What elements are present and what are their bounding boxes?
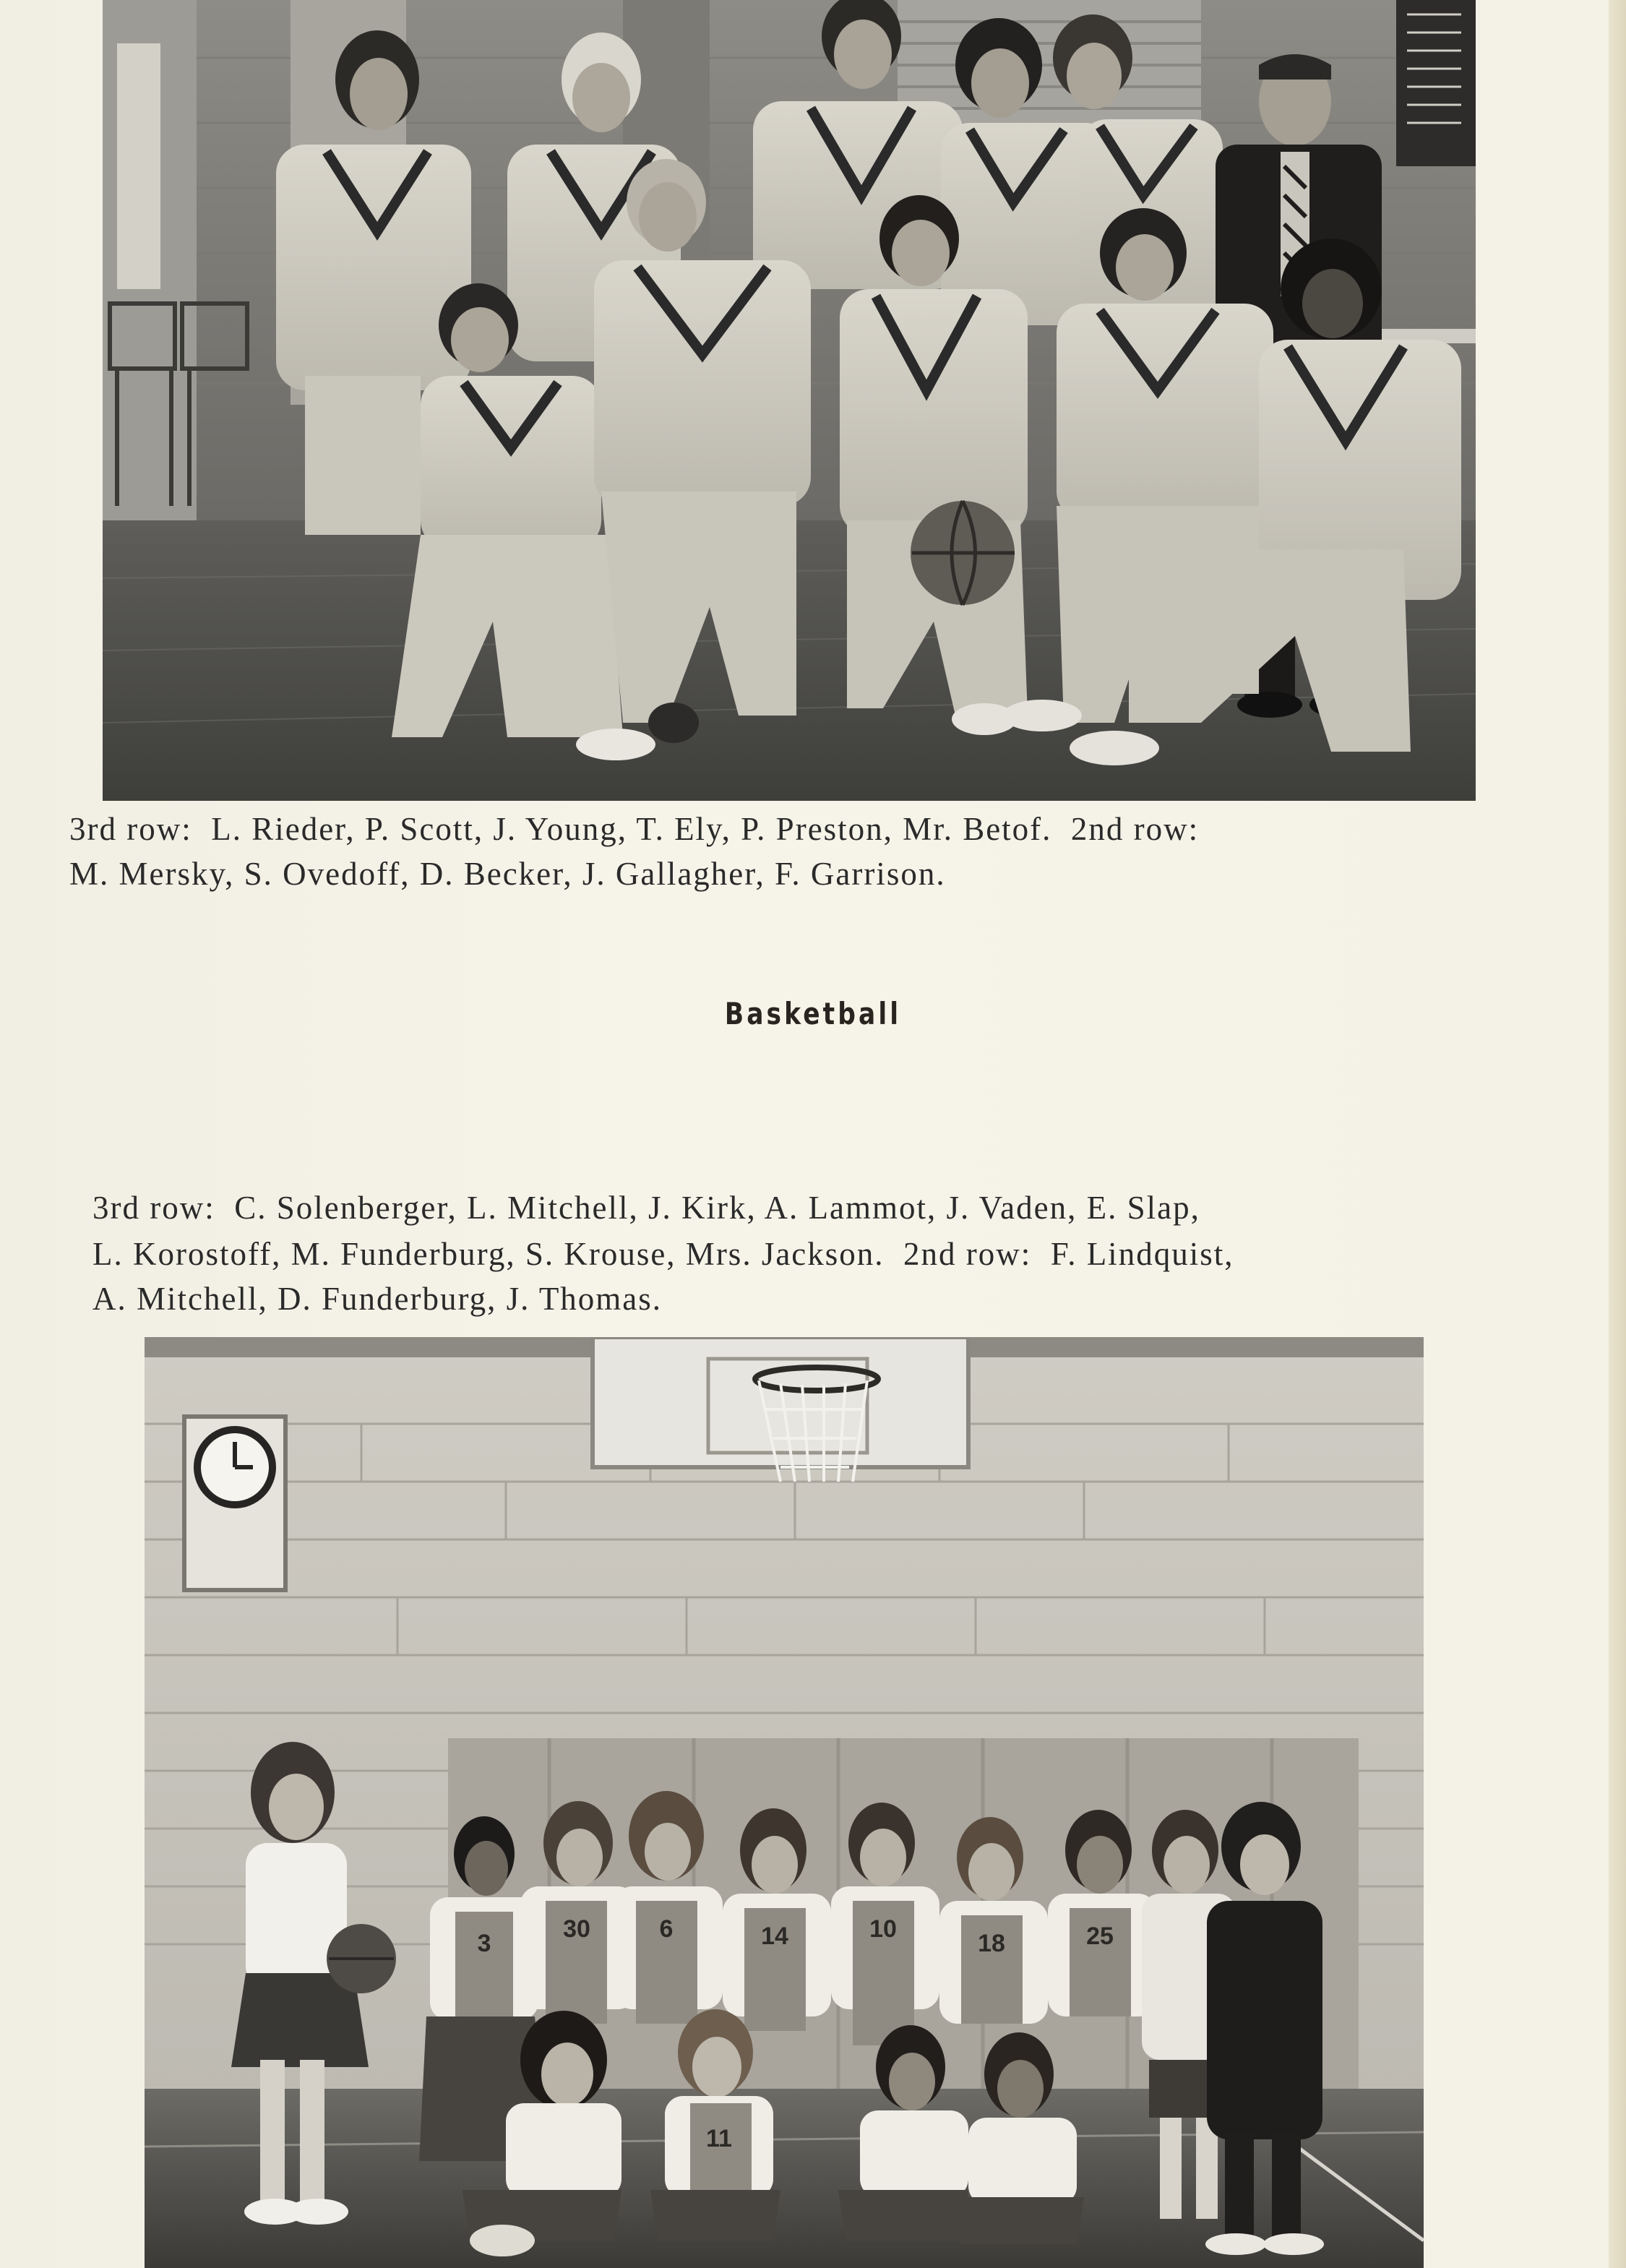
jersey-number: 25 — [1086, 1923, 1114, 1950]
jersey-number: 14 — [761, 1923, 788, 1950]
boys-team-photo — [103, 0, 1476, 801]
jersey-number: 10 — [869, 1915, 897, 1943]
section-title: Basketball — [724, 996, 902, 1031]
page-edge — [1609, 0, 1626, 2268]
boys-team-caption-line: 3rd row: L. Rieder, P. Scott, J. Young, T. Ely, P. Preston, Mr. Betof. 2nd row: — [69, 811, 1200, 847]
jersey-number: 6 — [659, 1915, 674, 1943]
jersey-number: 3 — [477, 1930, 491, 1957]
girls-team-photo — [145, 1337, 1424, 2268]
jersey-number: 30 — [563, 1915, 590, 1943]
jersey-number: 11 — [706, 2125, 732, 2152]
boys-team-caption-line: M. Mersky, S. Ovedoff, D. Becker, J. Gallagher, F. Garrison. — [69, 856, 946, 892]
girls-team-caption-line: A. Mitchell, D. Funderburg, J. Thomas. — [93, 1281, 663, 1317]
girls-team-caption-line: 3rd row: C. Solenberger, L. Mitchell, J. Kirk, A. Lammot, J. Vaden, E. Slap, — [93, 1190, 1200, 1226]
girls-team-caption-line: L. Korostoff, M. Funderburg, S. Krouse, Mrs. Jackson. 2nd row: F. Lindquist, — [93, 1236, 1234, 1272]
jersey-number: 18 — [978, 1930, 1005, 1957]
